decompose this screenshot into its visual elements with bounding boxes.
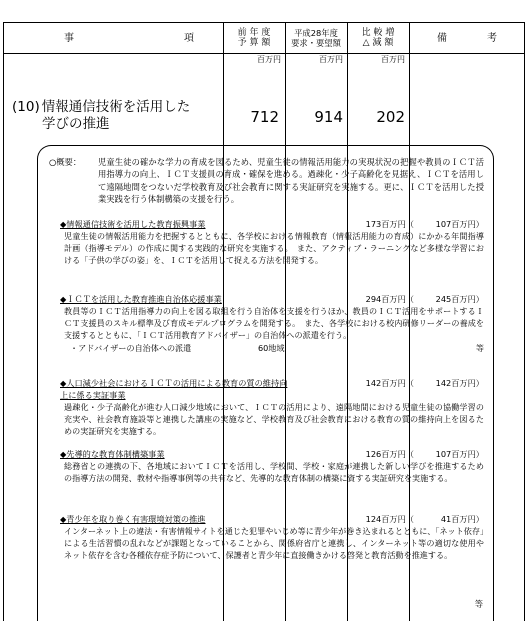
project-description: 過疎化・少子高齢化が進む人口減少地域において、ＩＣＴの活用により、遠隔地間における児童生徒の協働学習の充実や、社会教育施設等と連携した講座の実施など、学校教育及び社会教育における教育の質の維持向上を図るための実証研究を実施する。 <box>64 402 484 437</box>
project-name: ◆先導的な教育体制構築事業 <box>60 449 165 459</box>
project-prev-amount: 245百万円） <box>435 294 484 304</box>
unit-label: 百万円 <box>381 55 405 64</box>
project-block <box>60 448 484 484</box>
project-block <box>60 377 484 438</box>
header-diff-l2: △ 減 額 <box>362 38 394 48</box>
project-description: 教員等のＩＣＴ活用指導力の向上を図る取組を行う自治体を支援を行うほか、教員のＩＣＴ活用をサポートするＩＣＴ支援員のスキル標準及び育成モデルプログラムを開発する。 また、各学校における校内研修リーダーの養成を支援するとともに、「ＩＣＴ活用教育アドバイザー」の自治体への派遣を行う。 <box>64 306 484 341</box>
request-amount: 914 <box>314 108 343 126</box>
header-prev-budget <box>223 23 285 53</box>
project-amount: 142百万円（ <box>365 378 414 388</box>
diff-amount: 202 <box>376 108 405 126</box>
project-description: インターネット上の違法・有害情報サイトを通じた犯罪やいじめ等に青少年が巻き込まれるとともに、「ネット依存」による生活習慣の乱れなどが課題となっていることから、関係府省庁と連携し、インターネット等の適切な使用やネット依存を含む各種依存症予防について、保護者と青少年に直接働きかける啓発と教育活動を推進する。 <box>64 526 484 561</box>
project-prev-amount: 142百万円） <box>435 378 484 388</box>
project-name: ◆情報通信技術を活用した教育振興事業 <box>60 219 206 229</box>
project-prev-amount: 41百万円） <box>440 514 484 524</box>
project-amount: 294百万円（ <box>365 294 414 304</box>
item-number: (10) <box>12 99 40 115</box>
bullet-text: ・アドバイザーの自治体への派遣 <box>70 342 192 353</box>
header-item <box>34 29 214 44</box>
unit-label: 百万円 <box>257 55 281 64</box>
project-block <box>60 218 484 267</box>
project-description: 総務省との連携の下、各地域においてＩＣＴを活用し、学校間、学校・家庭が連携した新しい学びを推進するための指導方法の開発、教材や指導事例等の共有など、先導的な教育体制の構築に資する実証研究を実施する。 <box>64 461 484 484</box>
column-divider <box>524 23 525 621</box>
unit-label: 百万円 <box>319 55 343 64</box>
header-request <box>285 23 347 53</box>
project-description: 児童生徒の情報活用能力を把握するとともに、各学校における情報教育（情報活用能力の育成）にかかる年間指導計画（指導モデル）の作成に関する実践的な研究を実施する。 また、アクティブ・ラーニングなど多様な学習における「子供の学びの姿」を、ＩＣＴを活用して捉える方法を開発する。 <box>64 231 484 266</box>
end-mark: 等 <box>474 599 483 609</box>
project-block <box>60 293 484 354</box>
header-remarks-char2: 考 <box>487 33 497 44</box>
overview-label: ○概要： <box>49 157 82 167</box>
item-title-line1: 情報通信技術を活用した <box>41 99 191 115</box>
project-name: ◆ＩＣＴを活用した教育推進自治体応援事業 <box>60 294 222 304</box>
prev-amount: 712 <box>250 108 279 126</box>
header-diff <box>347 23 409 53</box>
project-amount: 173百万円（ <box>365 219 414 229</box>
overview-text: 児童生徒の確かな学力の育成を図るため、児童生徒の情報活用能力の実現状況の把握や教員のＩＣＴ活用指導力の向上、ＩＣＴ支援員の育成・確保を進める。過疎化・少子高齢化を見据え、ＩＣＴを活用して遠隔地間をつないだ学校教育及び社会教育に関する実証研究を実施する。更に、ＩＣＴを活用した授業実践を行う体制構築の支援を行う。 <box>98 157 484 204</box>
header-request-l1: 平成28年度 <box>294 28 338 38</box>
overview-box <box>37 145 494 621</box>
header-prev-budget-l2: 予 算 額 <box>237 38 271 48</box>
header-item-char2: 項 <box>184 33 194 44</box>
header-diff-l1: 比 較 増 <box>361 28 395 38</box>
project-block <box>60 513 484 562</box>
header-remarks <box>409 29 525 44</box>
project-amount: 126百万円（ <box>365 449 414 459</box>
item-title-line2: 学びの推進 <box>42 116 110 132</box>
header-request-l2: 要求・要望額 <box>291 38 341 48</box>
header-item-char1: 事 <box>64 33 74 44</box>
project-name: ◆青少年を取り巻く有害環境対策の推進 <box>60 514 206 524</box>
project-amount: 124百万円（ <box>365 514 414 524</box>
header-remarks-char1: 備 <box>437 33 447 44</box>
project-bullet <box>60 342 484 354</box>
item-title <box>12 99 190 133</box>
project-prev-amount: 107百万円） <box>435 219 484 229</box>
header-prev-budget-l1: 前 年 度 <box>237 28 271 38</box>
project-prev-amount: 107百万円） <box>435 449 484 459</box>
bullet-etc: 等 <box>475 342 484 353</box>
bullet-area: 60地域 <box>258 342 285 353</box>
project-name: ◆人口減少社会におけるＩＣＴの活用による教育の質の維持向上に係る実証事業 <box>60 378 288 400</box>
